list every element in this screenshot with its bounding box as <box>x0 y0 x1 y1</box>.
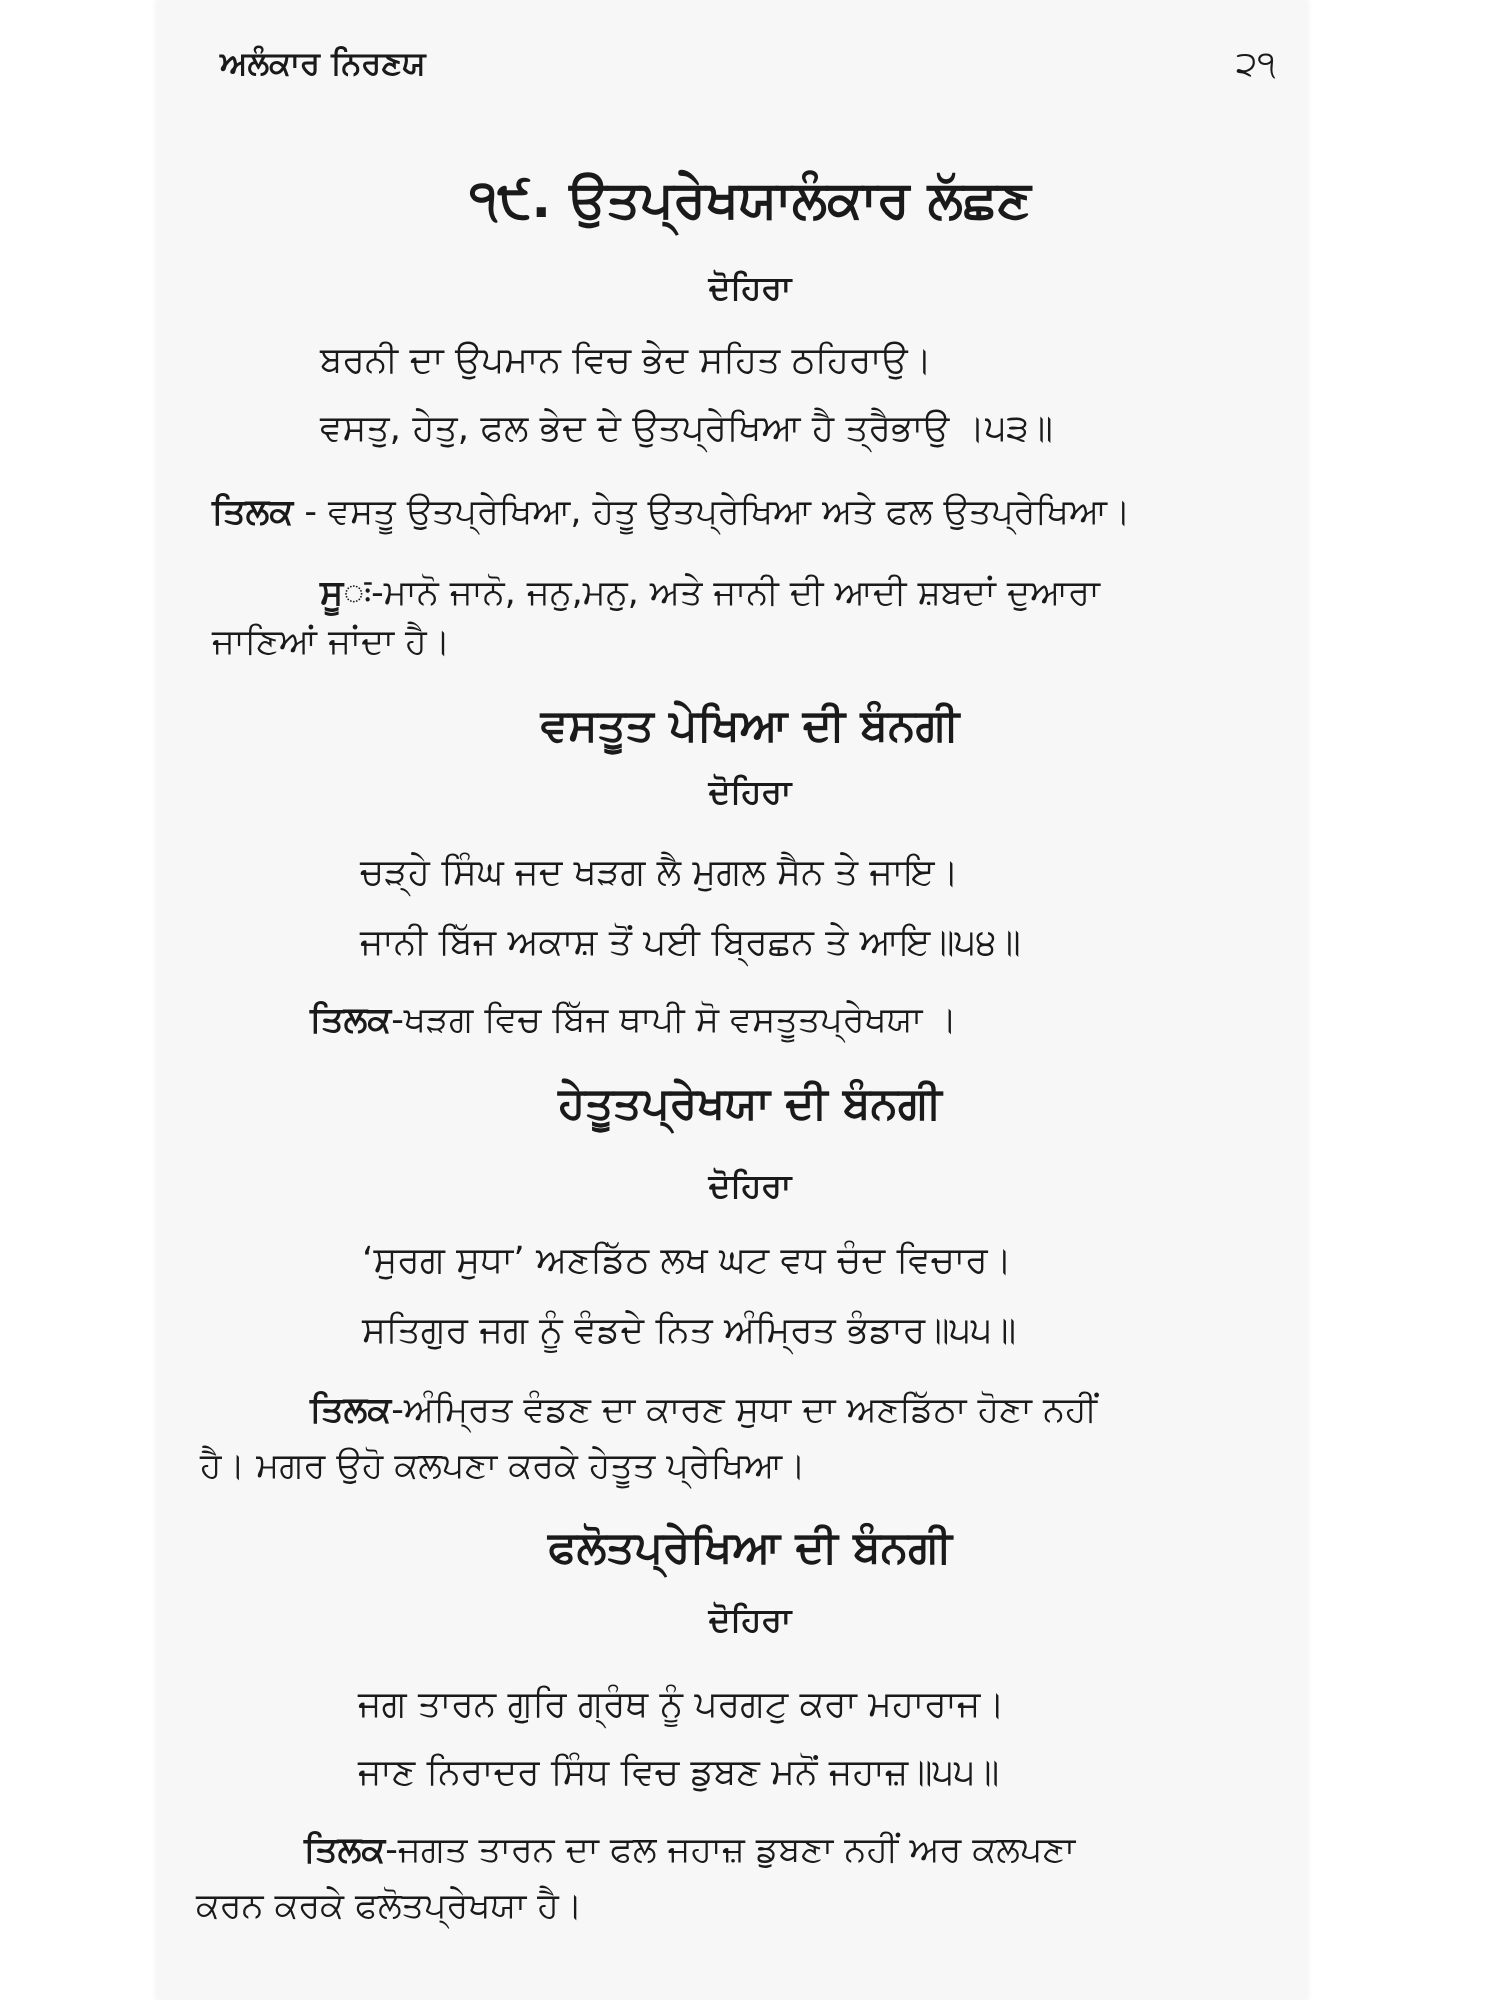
tilak-text: -ਅੰਮ੍ਰਿਤ ਵੰਡਣ ਦਾ ਕਾਰਣ ਸੁਧਾ ਦਾ ਅਣਡਿੱਠਾ ਹੋਣਾ ਨਹੀਂ <box>391 1390 1097 1430</box>
note-text: ः-ਮਾਨੋ ਜਾਨੋ, ਜਨੁ,ਮਨੁ, ਅਤੇ ਜਾਨੀ ਦੀ ਆਦੀ ਸ਼ਬਦਾਂ ਦੁਆਰਾ <box>343 573 1100 613</box>
verse-line: ‘ਸੁਰਗ ਸੁਧਾ’ ਅਣਡਿੱਠ ਲਖ ਘਟ ਵਧ ਚੰਦ ਵਿਚਾਰ। <box>362 1240 1012 1281</box>
tilak-paragraph <box>212 492 1131 532</box>
verse-line: ਜਾਨੀ ਬਿੱਜ ਅਕਾਸ਼ ਤੋਂ ਪਈ ਬ੍ਰਿਛਨ ਤੇ ਆਇ॥੫੪॥ <box>360 922 1021 963</box>
verse-line: ਚੜ੍ਹੇ ਸਿੰਘ ਜਦ ਖੜਗ ਲੈ ਮੁਗਲ ਸੈਨ ਤੇ ਜਾਇ। <box>360 852 959 893</box>
section-title: ਵਸਤੂਤ ਪੇਖਿਆ ਦੀ ਬੰਨਗੀ <box>540 700 960 751</box>
section-title: ਫਲੋਤਪ੍ਰੇਖਿਆ ਦੀ ਬੰਨਗੀ <box>547 1522 953 1573</box>
tilak-text: -ਖੜਗ ਵਿਚ ਬਿੱਜ ਥਾਪੀ ਸੋ ਵਸਤੂਤਪ੍ਰੇਖਯਾ । <box>391 1000 958 1040</box>
tilak-paragraph <box>310 1390 1097 1430</box>
verse-line: ਜਗ ਤਾਰਨ ਗੁਰਿ ਗ੍ਰੰਥ ਨੂੰ ਪਰਗਟੁ ਕਰਾ ਮਹਾਰਾਜ। <box>358 1684 1005 1725</box>
note-label: ਸੂ <box>320 573 344 613</box>
verse-label: ਦੋਹਿਰਾ <box>708 1166 792 1205</box>
tilak-text: - ਵਸਤੂ ਉਤਪ੍ਰੇਖਿਆ, ਹੇਤੂ ਉਤਪ੍ਰੇਖਿਆ ਅਤੇ ਫਲ ਉਤਪ੍ਰੇਖਿਆ। <box>293 492 1131 532</box>
tilak-label: ਤਿਲਕ <box>310 1390 392 1430</box>
section-title: ਹੇਤੂਤਪ੍ਰੇਖਯਾ ਦੀ ਬੰਨਗੀ <box>558 1078 942 1129</box>
verse-line: ਬਰਨੀ ਦਾ ਉਪਮਾਨ ਵਿਚ ਭੇਦ ਸਹਿਤ ਠਹਿਰਾਉ। <box>320 340 932 381</box>
tilak-paragraph <box>310 1000 957 1040</box>
tilak-continuation: ਕਰਨ ਕਰਕੇ ਫਲੋਤਪ੍ਰੇਖਯਾ ਹੈ। <box>196 1886 583 1926</box>
verse-label: ਦੋਹਿਰਾ <box>708 268 792 307</box>
chapter-title: ੧੯. ਉਤਪ੍ਰੇਖਯਾਲੰਕਾਰ ਲੱਛਣ <box>469 170 1031 230</box>
verse-line: ਸਤਿਗੁਰ ਜਗ ਨੂੰ ਵੰਡਦੇ ਨਿਤ ਅੰਮ੍ਰਿਤ ਭੰਡਾਰ॥੫੫॥ <box>362 1310 1017 1351</box>
tilak-text: -ਜਗਤ ਤਾਰਨ ਦਾ ਫਲ ਜਹਾਜ਼ ਡੁਬਣਾ ਨਹੀਂ ਅਰ ਕਲਪਣਾ <box>385 1830 1076 1870</box>
tilak-label: ਤਿਲਕ <box>310 1000 392 1040</box>
note-line: ਜਾਣਿਆਂ ਜਾਂਦਾ ਹੈ। <box>212 622 451 662</box>
verse-line: ਵਸਤੁ, ਹੇਤੁ, ਫਲ ਭੇਦ ਦੇ ਉਤਪ੍ਰੇਖਿਆ ਹੈ ਤ੍ਰੈਭਾਉ ।੫੩॥ <box>320 408 1053 449</box>
verse-label: ਦੋਹਿਰਾ <box>708 772 792 811</box>
tilak-continuation: ਹੈ। ਮਗਰ ਉਹੋ ਕਲਪਣਾ ਕਰਕੇ ਹੇਤੂਤ ਪ੍ਰੇਖਿਆ। <box>200 1446 806 1486</box>
page-number: ੨੧ <box>1236 44 1276 84</box>
tilak-label: ਤਿਲਕ <box>304 1830 386 1870</box>
running-head: ਅਲੰਕਾਰ ਨਿਰਣਯ <box>220 44 426 82</box>
note-line <box>320 568 1100 615</box>
verse-label: ਦੋਹਿਰਾ <box>708 1600 792 1639</box>
tilak-paragraph <box>304 1830 1075 1870</box>
verse-line: ਜਾਣ ਨਿਰਾਦਰ ਸਿੰਧ ਵਿਚ ਡੁਬਣ ਮਨੋਂ ਜਹਾਜ਼॥੫੫॥ <box>358 1752 1000 1793</box>
tilak-label: ਤਿਲਕ <box>212 492 294 532</box>
